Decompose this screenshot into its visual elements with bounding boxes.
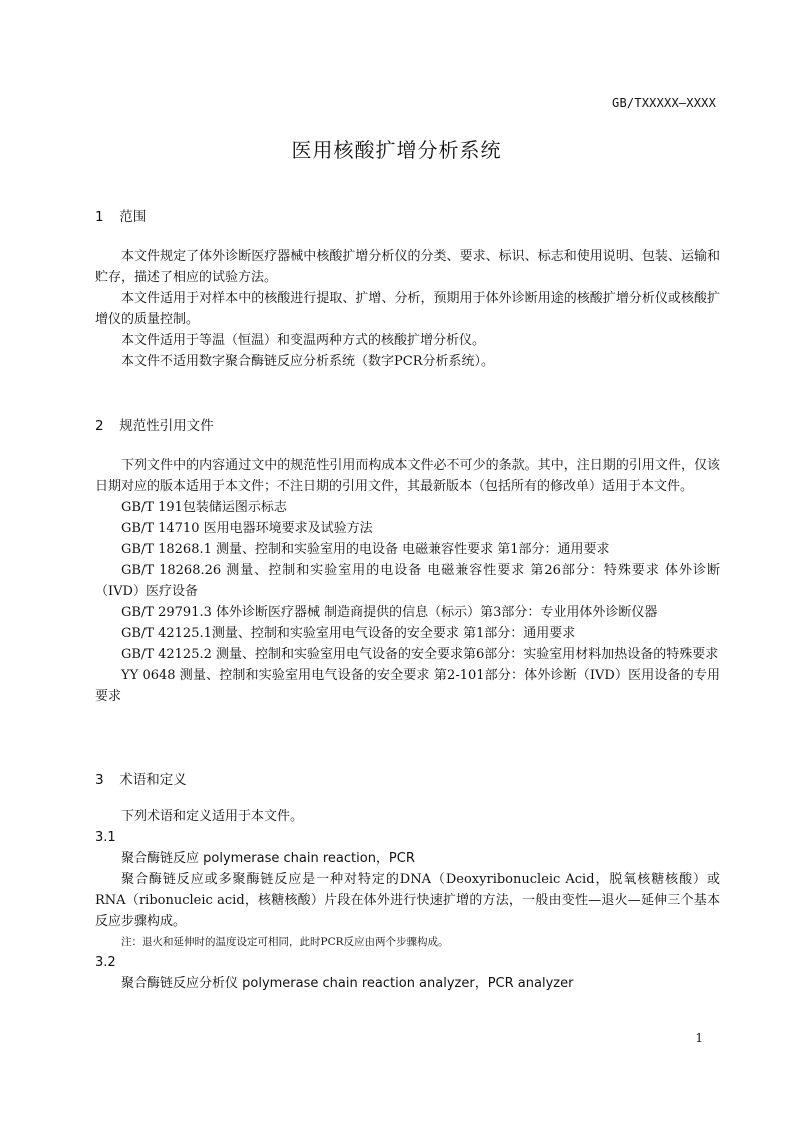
scope-paragraph: 本文件规定了体外诊断医疗器械中核酸扩增分析仪的分类、要求、标识、标志和使用说明、包装、运输和贮存，描述了相应的试验方法。: [95, 249, 720, 285]
page-number: 1: [695, 1031, 703, 1045]
terms-intro: 下列术语和定义适用于本文件。: [121, 809, 304, 824]
section-title: 规范性引用文件: [119, 418, 214, 434]
section-heading-scope: [95, 205, 146, 225]
terms-body: [95, 806, 720, 994]
scope-body: [95, 246, 720, 372]
reference-item: GB/T 191包装储运图示标志: [121, 500, 287, 515]
scope-paragraph: 本文件不适用数字聚合酶链反应分析系统（数字PCR分析系统）。: [121, 354, 494, 369]
term-definition: 聚合酶链反应或多聚酶链反应是一种对特定的DNA（Deoxyribonucleic Acid，脱氧核糖核酸）或RNA（ribonucleic acid，核糖核酸）片段在体外进行快速扩增的方法，一般由变性—退火—延伸三个基本反应步骤构成。: [95, 872, 720, 929]
reference-item: GB/T 29791.3 体外诊断医疗器械 制造商提供的信息（标示）第3部分：专业用体外诊断仪器: [121, 605, 658, 620]
reference-item: GB/T 18268.1 测量、控制和实验室用的电设备 电磁兼容性要求 第1部分：通用要求: [121, 542, 610, 557]
document-title: 医用核酸扩增分析系统: [291, 138, 502, 162]
term-number: 3.2: [95, 955, 116, 970]
reference-item: GB/T 18268.26 测量、控制和实验室用的电设备 电磁兼容性要求 第26部分：特殊要求 体外诊断（IVD）医疗设备: [95, 563, 720, 599]
term-number: 3.1: [95, 830, 116, 845]
scope-paragraph: 本文件适用于对样本中的核酸进行提取、扩增、分析，预期用于体外诊断用途的核酸扩增分析仪或核酸扩增仪的质量控制。: [95, 291, 720, 327]
section-number: 1: [95, 209, 104, 225]
scope-paragraph: 本文件适用于等温（恒温）和变温两种方式的核酸扩增分析仪。: [121, 333, 486, 348]
section-title: 术语和定义: [119, 772, 187, 788]
term-name: 聚合酶链反应 polymerase chain reaction，PCR: [121, 851, 415, 866]
references-body: [95, 455, 720, 707]
reference-item: GB/T 42125.1测量、控制和实验室用电气设备的安全要求 第1部分：通用要求: [121, 626, 576, 641]
document-code: GB/TXXXXX—XXXX: [612, 96, 716, 110]
references-intro: 下列文件中的内容通过文中的规范性引用而构成本文件必不可少的条款。其中，注日期的引用文件，仅该日期对应的版本适用于本文件；不注日期的引用文件，其最新版本（包括所有的修改单）适用于本文件。: [95, 458, 720, 494]
section-heading-terms: [95, 768, 187, 788]
term-note: 注：退火和延伸时的温度设定可相同，此时PCR反应由两个步骤构成。: [121, 936, 449, 948]
section-number: 2: [95, 418, 104, 434]
section-heading-references: [95, 414, 214, 434]
section-title: 范围: [119, 209, 147, 225]
reference-item: GB/T 14710 医用电器环境要求及试验方法: [121, 521, 373, 536]
section-number: 3: [95, 772, 104, 788]
term-name: 聚合酶链反应分析仪 polymerase chain reaction analyzer，PCR analyzer: [121, 976, 574, 991]
reference-item: GB/T 42125.2 测量、控制和实验室用电气设备的安全要求第6部分：实验室用材料加热设备的特殊要求: [121, 647, 719, 662]
reference-item: YY 0648 测量、控制和实验室用电气设备的安全要求 第2-101部分：体外诊断（IVD）医用设备的专用要求: [95, 668, 720, 704]
